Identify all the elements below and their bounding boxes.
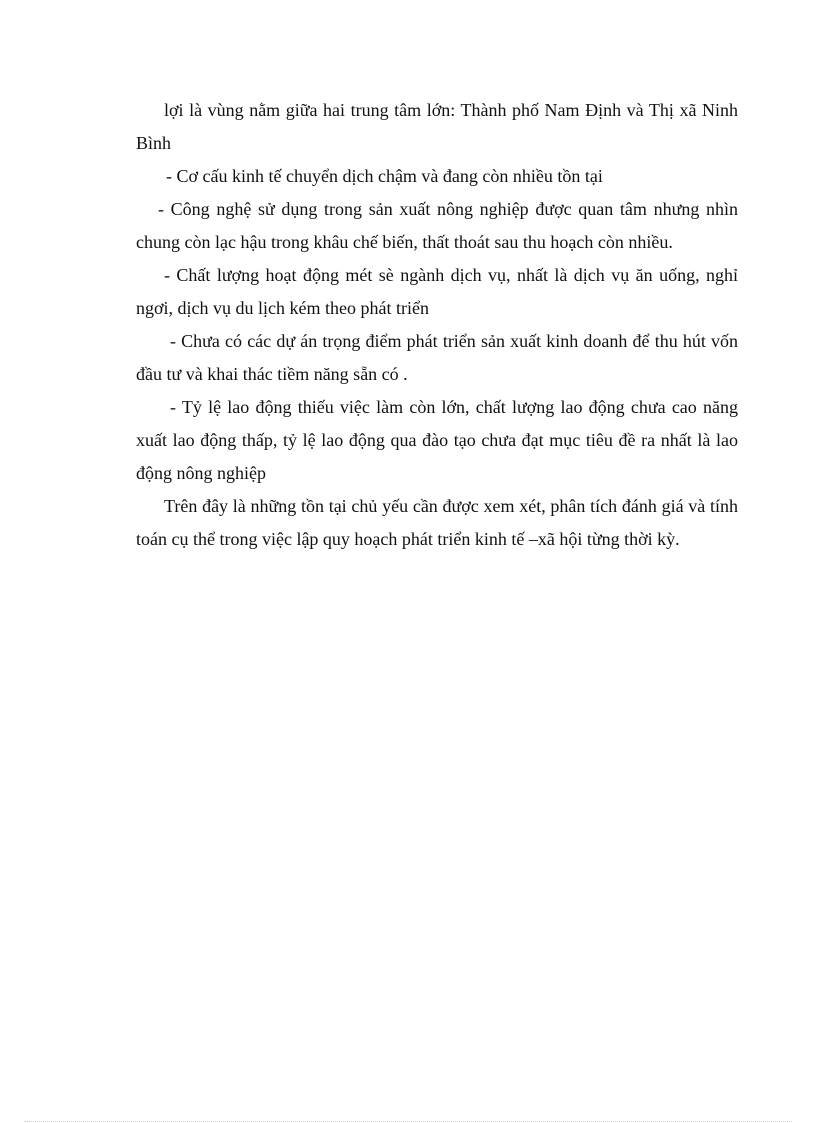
paragraph-conclusion: Trên đây là những tồn tại chủ yếu cần được xem xét, phân tích đánh giá và tính toán cụ thể trong việc lập quy hoạch phát triển kinh tế –xã hội từng thời kỳ. (136, 496, 738, 549)
paragraph-continuation: lợi là vùng nằm giữa hai trung tâm lớn: Thành phố Nam Định và Thị xã Ninh Bình (136, 100, 738, 153)
page-bottom-divider (24, 1121, 792, 1122)
bullet-key-projects: - Chưa có các dự án trọng điểm phát triển sản xuất kinh doanh để thu hút vốn đầu tư và khai thác tiềm năng sẵn có . (136, 331, 738, 384)
bullet-agricultural-technology: - Công nghệ sử dụng trong sản xuất nông nghiệp được quan tâm nhưng nhìn chung còn lạc hậu trong khâu chế biến, thất thoát sau thu hoạch còn nhiều. (136, 199, 738, 252)
bullet-economic-structure: - Cơ cấu kinh tế chuyển dịch chậm và đang còn nhiều tồn tại (166, 166, 603, 186)
bullet-labor: - Tỷ lệ lao động thiếu việc làm còn lớn, chất lượng lao động chưa cao năng xuất lao động thấp, tỷ lệ lao động qua đào tạo chưa đạt mục tiêu đề ra nhất là lao động nông nghiệp (136, 397, 738, 483)
document-body (136, 94, 738, 556)
bullet-service-quality: - Chất lượng hoạt động mét sè ngành dịch vụ, nhất là dịch vụ ăn uống, nghỉ ngơi, dịch vụ du lịch kém theo phát triển (136, 265, 738, 318)
